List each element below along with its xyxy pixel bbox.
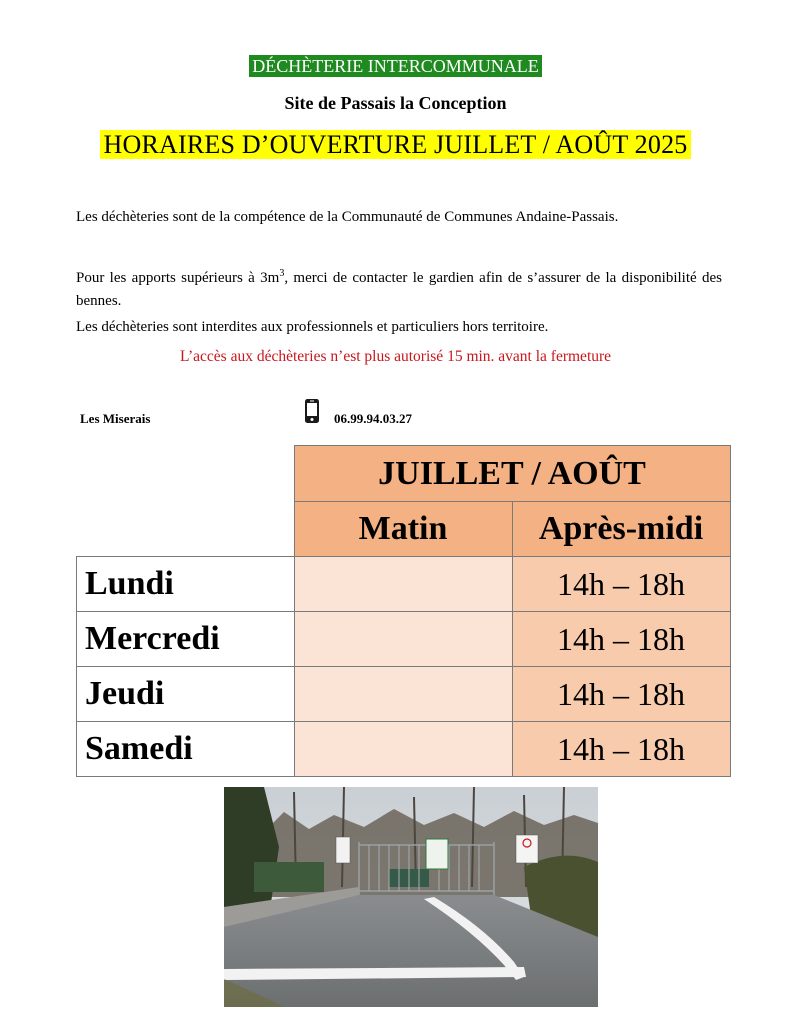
- restriction-paragraph: Les déchèteries sont interdites aux professionnels et particuliers hors territoire.: [76, 319, 549, 335]
- afternoon-column-header: Après-midi: [512, 502, 730, 557]
- afternoon-hours: 14h – 18h: [512, 722, 730, 777]
- page-title-text: HORAIRES D’OUVERTURE JUILLET / AOÛT 2025: [100, 130, 692, 159]
- capacity-text-end: , merci de contacter le gardien afin de s’assurer de la disponibilité des bennes.: [76, 270, 722, 309]
- afternoon-hours: 14h – 18h: [512, 667, 730, 722]
- organization-label: DÉCHÈTERIE INTERCOMMUNALE: [249, 55, 541, 77]
- site-name: Site de Passais la Conception: [284, 93, 507, 113]
- table-row: [77, 667, 731, 722]
- morning-hours: [294, 612, 512, 667]
- organization-heading: [0, 56, 791, 77]
- closing-notice: L’accès aux déchèteries n’est plus autorisé 15 min. avant la fermeture: [179, 348, 612, 365]
- morning-hours: [294, 667, 512, 722]
- competence-paragraph: Les déchèteries sont de la compétence de la Communauté de Communes Andaine-Passais.: [76, 209, 619, 225]
- table-row: [77, 557, 731, 612]
- day-label: Mercredi: [77, 612, 295, 667]
- morning-column-header: Matin: [294, 502, 512, 557]
- period-header: JUILLET / AOÛT: [294, 446, 730, 502]
- capacity-exponent: 3: [279, 268, 285, 279]
- phone-number[interactable]: 06.99.94.03.27: [334, 411, 412, 426]
- afternoon-hours: 14h – 18h: [512, 557, 730, 612]
- capacity-text-start: Pour les apports supérieurs à 3m: [76, 270, 280, 286]
- mobile-phone-icon: [304, 398, 320, 424]
- page-title: [0, 130, 791, 160]
- morning-hours: [294, 557, 512, 612]
- morning-hours: [294, 722, 512, 777]
- day-label: Jeudi: [77, 667, 295, 722]
- empty-corner-cell: [77, 446, 295, 557]
- contact-site-name: Les Miserais: [80, 411, 151, 426]
- site-entrance-photo: [224, 787, 598, 1007]
- day-label: Lundi: [77, 557, 295, 612]
- afternoon-hours: 14h – 18h: [512, 612, 730, 667]
- table-row: [77, 722, 731, 777]
- day-label: Samedi: [77, 722, 295, 777]
- schedule-table: [76, 445, 731, 777]
- capacity-paragraph: [76, 262, 722, 313]
- table-row: [77, 612, 731, 667]
